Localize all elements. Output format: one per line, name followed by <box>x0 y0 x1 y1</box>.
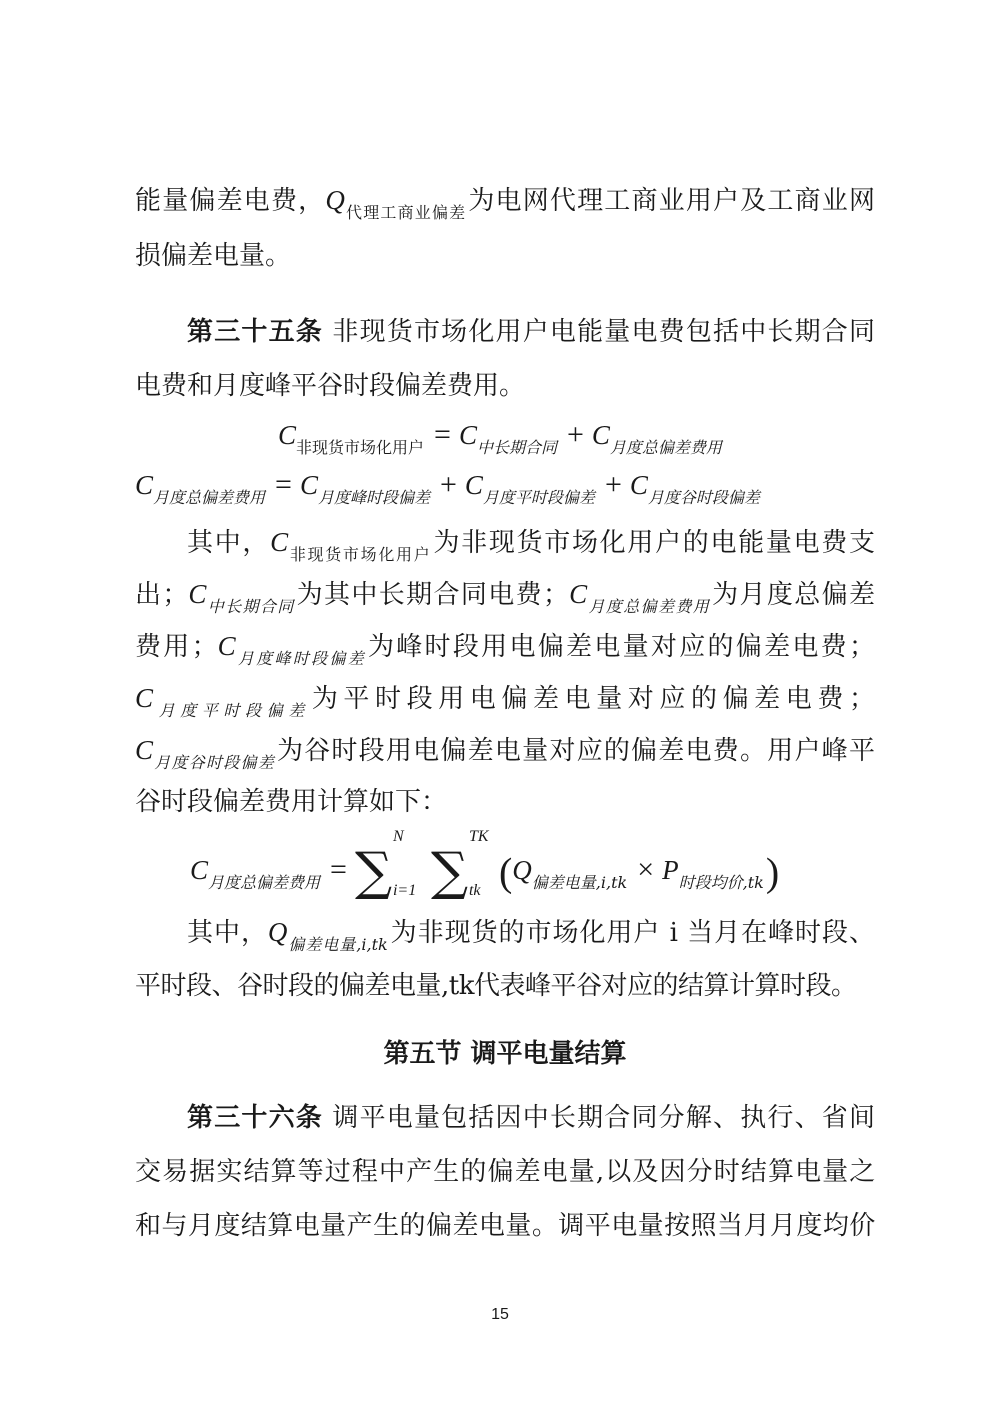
article-35-heading: 第三十五条 <box>187 317 323 347</box>
symbol-c: C <box>270 527 289 557</box>
symbol-c: C <box>278 420 297 450</box>
subscript: 月度峰时段偏差 <box>317 488 430 507</box>
sum-1 <box>354 828 417 902</box>
symbol-c: C <box>135 683 154 713</box>
sum-lower-limit: i=1 <box>392 882 417 899</box>
sigma-icon: ∑ <box>430 842 469 902</box>
symbol-c: C <box>217 631 236 661</box>
sigma-icon: ∑ <box>354 842 393 902</box>
paragraph-line-12: 谷时段偏差费用计算如下： <box>135 787 448 817</box>
symbol-c: C <box>569 579 588 609</box>
equals-sign: = <box>275 468 292 501</box>
text-span: 为电网代理工商业用户及工商业网 <box>468 186 875 216</box>
paragraph-line-8 <box>135 574 875 614</box>
paragraph-line-14 <box>135 912 875 952</box>
symbol-c: C <box>458 420 477 450</box>
subscript: 月度平时段偏差 <box>153 701 310 720</box>
symbol-c: C <box>299 470 318 500</box>
subscript: 月度谷时段偏差 <box>153 753 275 772</box>
subscript: 中长期合同 <box>476 438 557 457</box>
subscript: 非现货市场化用户 <box>296 438 425 457</box>
plus-sign: + <box>604 468 622 501</box>
text-span: 其中， <box>187 528 271 558</box>
subscript: 偏差电量,i,tk <box>531 873 628 892</box>
text-span: 为其中长期合同电费； <box>296 580 570 610</box>
text-span: 能量偏差电费， <box>135 186 326 216</box>
text-span: 为非现货市场化用户的电能量电费支 <box>433 528 875 558</box>
subscript: 月度总偏差费用 <box>208 873 321 892</box>
article-36-line <box>135 1098 875 1138</box>
subscript: 代理工商业偏差 <box>344 203 467 222</box>
subscript: 月度峰时段偏差 <box>235 649 366 668</box>
symbol-q: Q <box>512 855 532 885</box>
symbol-c: C <box>190 855 209 885</box>
sum-upper-limit: N <box>392 828 404 845</box>
formula-3 <box>190 828 780 912</box>
subscript: 时段均价,tk <box>678 873 764 892</box>
paragraph-line-19: 和与月度结算电量产生的偏差电量。调平电量按照当月月度均价 <box>135 1211 875 1241</box>
subscript: 月度谷时段偏差 <box>647 488 760 507</box>
symbol-c: C <box>464 470 483 500</box>
symbol-q: Q <box>267 917 288 947</box>
paragraph-line-2: 损偏差电量。 <box>135 241 292 271</box>
symbol-c: C <box>135 470 154 500</box>
subscript: 偏差电量,i,tk <box>287 935 388 954</box>
times-sign: × <box>637 853 655 886</box>
page-number: 15 <box>491 1306 509 1323</box>
sum-lower-limit: tk <box>468 882 481 899</box>
subscript: 中长期合同 <box>206 597 295 616</box>
symbol-c: C <box>591 420 610 450</box>
symbol-c: C <box>135 735 154 765</box>
equals-sign: = <box>330 853 347 886</box>
symbol-q: Q <box>325 185 345 215</box>
text-span: 为谷时段用电偏差电量对应的偏差电费。用户峰平 <box>276 736 875 766</box>
symbol-c: C <box>629 470 648 500</box>
text-span: 费用； <box>135 632 218 662</box>
section-title: 第五节 调平电量结算 <box>383 1039 627 1069</box>
paragraph-line-1 <box>135 180 875 220</box>
article-36-heading: 第三十六条 <box>187 1103 323 1133</box>
text-span: 为非现货的市场化用户 i 当月在峰时段、 <box>389 918 875 948</box>
plus-sign: + <box>566 418 584 451</box>
paragraph-line-11 <box>135 730 875 770</box>
subscript: 月度平时段偏差 <box>482 488 595 507</box>
text-span: 其中， <box>187 918 268 948</box>
formula-1 <box>278 418 724 457</box>
equals-sign: = <box>434 418 451 451</box>
text-span: 为平时段用电偏差电量对应的偏差电费； <box>311 684 875 714</box>
text-span: 为月度总偏差 <box>712 580 875 610</box>
subscript: 月度总偏差费用 <box>609 438 722 457</box>
paragraph-line-9 <box>135 626 875 666</box>
paragraph-line-4: 电费和月度峰平谷时段偏差费用。 <box>135 371 526 401</box>
article-36-text: 调平电量包括因中长期合同分解、执行、省间 <box>332 1103 875 1133</box>
paragraph-line-7 <box>135 522 875 562</box>
text-span: 出； <box>135 580 189 610</box>
subscript: 月度总偏差费用 <box>587 597 711 616</box>
subscript: 月度总偏差费用 <box>153 488 266 507</box>
sum-2 <box>430 828 489 902</box>
article-35-text: 非现货市场化用户电能量电费包括中长期合同 <box>332 317 875 347</box>
paragraph-line-10 <box>135 678 875 718</box>
formula-2 <box>135 468 762 507</box>
right-paren: ) <box>765 849 780 895</box>
paragraph-line-15: 平时段、谷时段的偏差电量,tk代表峰平谷对应的结算计算时段。 <box>135 971 857 1001</box>
plus-sign: + <box>439 468 457 501</box>
article-35-line <box>135 312 875 352</box>
symbol-c: C <box>188 579 207 609</box>
sum-upper-limit: TK <box>468 828 489 845</box>
symbol-p: P <box>662 855 679 885</box>
text-span: 为峰时段用电偏差电量对应的偏差电费； <box>367 632 875 662</box>
paragraph-line-18: 交易据实结算等过程中产生的偏差电量,以及因分时结算电量之 <box>135 1157 875 1187</box>
left-paren: ( <box>498 849 513 895</box>
subscript: 非现货市场化用户 <box>288 545 432 564</box>
